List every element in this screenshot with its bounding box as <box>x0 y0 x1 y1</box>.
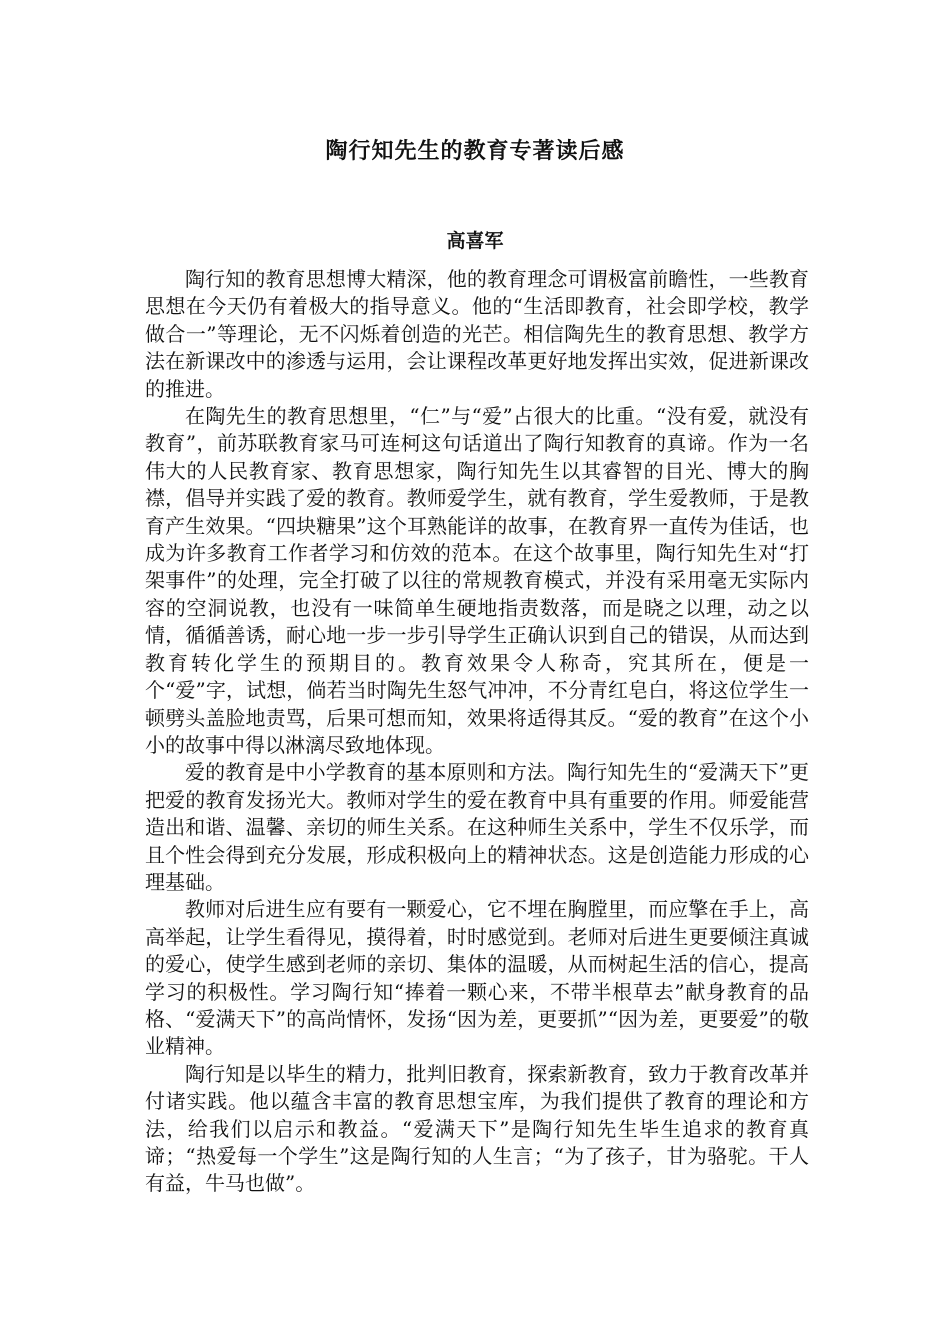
document-body <box>145 266 809 1198</box>
body-paragraph: 在陶先生的教育思想里，“仁”与“爱”占很大的比重。“没有爱，就没有教育”，前苏联教育家马可连柯这句话道出了陶行知教育的真谛。作为一名伟大的人民教育家、教育思想家，陶行知先生以其睿智的目光、博大的胸襟，倡导并实践了爱的教育。教师爱学生，就有教育，学生爱教师，于是教育产生效果。“四块糖果”这个耳熟能详的故事，在教育界一直传为佳话，也成为许多教育工作者学习和仿效的范本。在这个故事里，陶行知先生对“打架事件”的处理，完全打破了以往的常规教育模式，并没有采用毫无实际内容的空洞说教，也没有一味简单生硬地指责数落，而是晓之以理，动之以情，循循善诱，耐心地一步一步引导学生正确认识到自己的错误，从而达到教育转化学生的预期目的。教育效果令人称奇，究其所在，便是一个“爱”字，试想，倘若当时陶先生怒气冲冲，不分青红皂白，将这位学生一顿劈头盖脸地责骂，后果可想而知，效果将适得其反。“爱的教育”在这个小小的故事中得以淋漓尽致地体现。 <box>145 404 809 757</box>
document-title: 陶行知先生的教育专著读后感 <box>325 139 625 164</box>
body-paragraph: 陶行知的教育思想博大精深，他的教育理念可谓极富前瞻性，一些教育思想在今天仍有着极大的指导意义。他的“生活即教育，社会即学校，教学做合一”等理论，无不闪烁着创造的光芒。相信陶先生的教育思想、教学方法在新课改中的渗透与运用，会让课程改革更好地发挥出实效，促进新课改的推进。 <box>145 267 809 401</box>
document-author: 高喜军 <box>446 230 504 252</box>
body-paragraph: 爱的教育是中小学教育的基本原则和方法。陶行知先生的“爱满天下”更把爱的教育发扬光大。教师对学生的爱在教育中具有重要的作用。师爱能营造出和谐、温馨、亲切的师生关系。在这种师生关系中，学生不仅乐学，而且个性会得到充分发展，形成积极向上的精神状态。这是创造能力形成的心理基础。 <box>145 760 809 894</box>
body-paragraph: 教师对后进生应有要有一颗爱心，它不埋在胸膛里，而应擎在手上，高高举起，让学生看得见，摸得着，时时感觉到。老师对后进生更要倾注真诚的爱心，使学生感到老师的亲切、集体的温暖，从而树起生活的信心，提高学习的积极性。学习陶行知“捧着一颗心来，不带半根草去”献身教育的品格、“爱满天下”的高尚情怀，发扬“因为差，更要抓”“因为差，更要爱”的敬业精神。 <box>145 897 809 1059</box>
body-paragraph: 陶行知是以毕生的精力，批判旧教育，探索新教育，致力于教育改革并付诸实践。他以蕴含丰富的教育思想宝库，为我们提供了教育的理论和方法，给我们以启示和教益。“爱满天下”是陶行知先生毕生追求的教育真谛；“热爱每一个学生”这是陶行知的人生言；“为了孩子，甘为骆驼。干人有益，牛马也做”。 <box>145 1061 809 1196</box>
